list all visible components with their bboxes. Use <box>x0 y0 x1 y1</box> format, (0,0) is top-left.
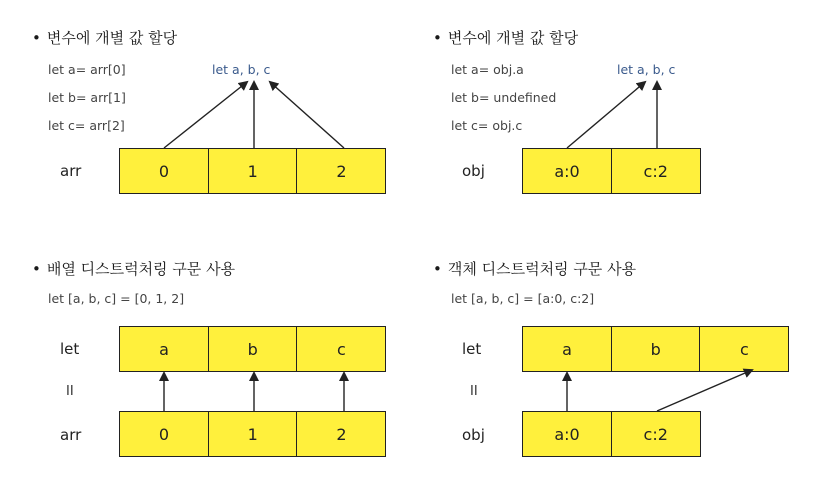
code-line-a: let a= obj.a <box>451 62 524 77</box>
array-cell: 1 <box>208 411 298 457</box>
variable-cell: c <box>699 326 789 372</box>
equals-sign: II <box>470 384 478 399</box>
row-label-arr: arr <box>60 162 82 180</box>
heading-array-destructuring: • 배열 디스트럭처링 구문 사용 <box>32 260 236 278</box>
object-cell: c:2 <box>611 148 701 194</box>
object-cell: c:2 <box>611 411 701 457</box>
object-cell: a:0 <box>522 148 612 194</box>
variable-cell: a <box>119 326 209 372</box>
array-cell: 2 <box>296 148 386 194</box>
row-label-arr: arr <box>60 426 82 444</box>
row-label-obj: obj <box>462 426 485 444</box>
heading-object-destructuring: • 객체 디스트럭처링 구문 사용 <box>433 260 637 278</box>
object-cells <box>522 411 701 457</box>
destructuring-code: let [a, b, c] = [a:0, c:2] <box>451 291 595 306</box>
variable-cell: b <box>208 326 298 372</box>
destructuring-code: let [a, b, c] = [0, 1, 2] <box>48 291 185 306</box>
array-cell: 0 <box>119 148 209 194</box>
heading-individual-assign-array: • 변수에 개별 값 할당 <box>32 29 178 47</box>
variable-cell: c <box>296 326 386 372</box>
row-label-let: let <box>60 340 80 358</box>
code-line-b: let b= undefined <box>451 90 557 105</box>
code-line-c: let c= arr[2] <box>48 118 125 133</box>
equals-sign: II <box>66 384 74 399</box>
variable-cell: a <box>522 326 612 372</box>
object-cell: a:0 <box>522 411 612 457</box>
arrow <box>164 82 247 148</box>
arrow <box>657 370 752 411</box>
variable-cell: b <box>611 326 701 372</box>
arrow <box>270 82 344 148</box>
variable-cells <box>119 326 386 372</box>
arrow <box>567 82 645 148</box>
array-cell: 2 <box>296 411 386 457</box>
array-cells <box>119 411 386 457</box>
array-cells <box>119 148 386 194</box>
code-line-a: let a= arr[0] <box>48 62 126 77</box>
target-variables: let a, b, c <box>212 62 271 77</box>
variable-cells <box>522 326 789 372</box>
row-label-obj: obj <box>462 162 485 180</box>
heading-individual-assign-object: • 변수에 개별 값 할당 <box>433 29 579 47</box>
code-line-c: let c= obj.c <box>451 118 523 133</box>
object-cells <box>522 148 701 194</box>
array-cell: 0 <box>119 411 209 457</box>
row-label-let: let <box>462 340 482 358</box>
target-variables: let a, b, c <box>617 62 676 77</box>
array-cell: 1 <box>208 148 298 194</box>
code-line-b: let b= arr[1] <box>48 90 126 105</box>
